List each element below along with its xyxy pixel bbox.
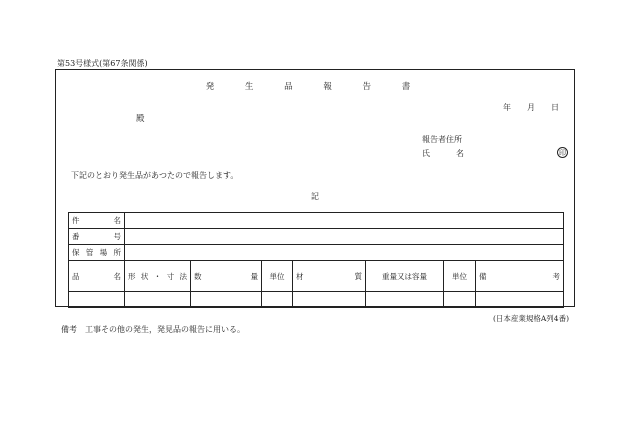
table-row xyxy=(69,245,564,261)
unit-header: 単位 xyxy=(262,261,293,292)
paper-standard-note: (日本産業規格A列4番) xyxy=(492,314,569,323)
table-header-row xyxy=(69,261,564,292)
weight-cell[interactable] xyxy=(366,292,444,308)
item-name-field[interactable] xyxy=(125,213,564,229)
page-title: 発 生 品 報 告 書 xyxy=(205,82,425,92)
material-cell[interactable] xyxy=(293,292,366,308)
form-number: 第53号様式(第67条関係) xyxy=(57,59,148,68)
storage-place-label: 保管場所 xyxy=(69,245,125,261)
unit2-header: 単位 xyxy=(444,261,476,292)
table-row xyxy=(69,229,564,245)
quantity-cell[interactable] xyxy=(191,292,262,308)
reporter-name-label-1: 氏 xyxy=(422,149,430,158)
seal-icon: 印 xyxy=(559,149,566,157)
shape-header: 形状・寸法 xyxy=(125,261,191,292)
number-label: 番号 xyxy=(69,229,125,245)
product-header: 品名 xyxy=(69,261,125,292)
date-day-label: 日 xyxy=(551,103,559,112)
remarks-header: 備考 xyxy=(476,261,564,292)
unit2-cell[interactable] xyxy=(444,292,476,308)
shape-cell[interactable] xyxy=(125,292,191,308)
product-cell[interactable] xyxy=(69,292,125,308)
remarks-cell[interactable] xyxy=(476,292,564,308)
items-table xyxy=(68,212,564,308)
weight-header: 重量又は容量 xyxy=(366,261,444,292)
reporter-name-label-2: 名 xyxy=(456,149,464,158)
quantity-header: 数量 xyxy=(191,261,262,292)
unit-cell[interactable] xyxy=(262,292,293,308)
remarks-note: 備考 工事その他の発生，発見品の報告に用いる。 xyxy=(61,325,245,334)
table-row xyxy=(69,292,564,308)
table-row xyxy=(69,213,564,229)
date-month-label: 月 xyxy=(527,103,535,112)
number-field[interactable] xyxy=(125,229,564,245)
intro-text: 下記のとおり発生品があつたので報告します。 xyxy=(71,171,239,180)
material-header: 材質 xyxy=(293,261,366,292)
date-year-label: 年 xyxy=(503,103,511,112)
reporter-address-label: 報告者住所 xyxy=(422,135,462,144)
storage-place-field[interactable] xyxy=(125,245,564,261)
item-name-label: 件名 xyxy=(69,213,125,229)
ki-label: 記 xyxy=(311,192,319,201)
addressee-label: 殿 xyxy=(136,114,145,124)
